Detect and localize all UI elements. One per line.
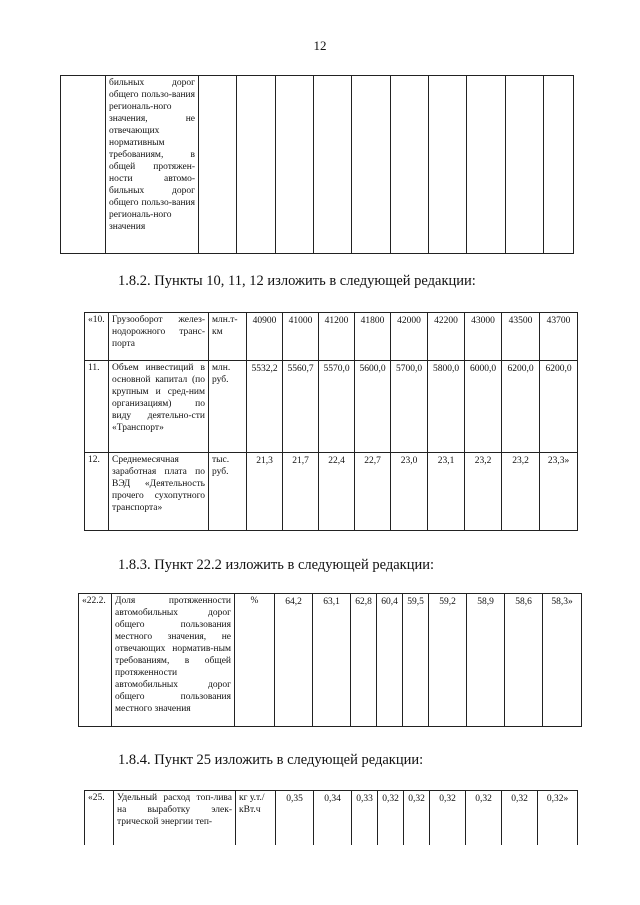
value-cell: 59,5 <box>403 594 429 727</box>
value-cell: 41000 <box>283 313 319 361</box>
value-cell: 0,32» <box>538 791 578 845</box>
table-row <box>79 594 582 727</box>
value-cell: 23,2 <box>502 453 540 531</box>
value-cell: 6200,0 <box>502 361 540 453</box>
table-row <box>61 76 574 254</box>
value-cell: 0,32 <box>502 791 538 845</box>
value-cell: 59,2 <box>429 594 467 727</box>
value-cell: 6200,0 <box>540 361 578 453</box>
indicators-table-25 <box>84 790 578 845</box>
value-cell: 0,32 <box>430 791 466 845</box>
value-cell: 0,35 <box>276 791 314 845</box>
value-cell: 58,3» <box>543 594 582 727</box>
unit-cell: тыс. руб. <box>209 453 247 531</box>
page-number: 12 <box>313 38 327 53</box>
row-number-cell: «10. <box>85 313 109 361</box>
unit-cell: % <box>235 594 275 727</box>
value-cell: 0,32 <box>378 791 404 845</box>
value-cell: 60,4 <box>377 594 403 727</box>
section-heading-1-8-4: 1.8.4. Пункт 25 изложить в следующей редакции: <box>118 752 424 768</box>
value-cell: 22,7 <box>355 453 391 531</box>
value-cell: 23,2 <box>465 453 502 531</box>
value-cell: 63,1 <box>313 594 351 727</box>
row-number-cell: «22.2. <box>79 594 112 727</box>
indicators-table-22-2 <box>78 593 582 727</box>
table-row <box>85 361 578 453</box>
value-cell: 23,1 <box>428 453 465 531</box>
indicator-name-cell: Удельный расход топ-лива на выработку элек-трической энергии теп- <box>114 791 236 845</box>
value-cell: 5600,0 <box>355 361 391 453</box>
value-cell: 0,33 <box>352 791 378 845</box>
value-cell: 5700,0 <box>391 361 428 453</box>
indicator-name-cell: Грузооборот желез-нодорожного транс-порта <box>109 313 209 361</box>
indicators-table-10-12 <box>84 312 578 531</box>
value-cell: 64,2 <box>275 594 313 727</box>
value-cell: 41800 <box>355 313 391 361</box>
value-cell: 42200 <box>428 313 465 361</box>
value-cell: 23,3» <box>540 453 578 531</box>
value-cell: 43500 <box>502 313 540 361</box>
indicator-name-cell: Объем инвестиций в основной капитал (по крупным и сред-ним организациям) по виду деятельно-сти «Транспорт» <box>109 361 209 453</box>
value-cell: 0,32 <box>466 791 502 845</box>
value-cell: 43000 <box>465 313 502 361</box>
value-cell: 42000 <box>391 313 428 361</box>
value-cell: 6000,0 <box>465 361 502 453</box>
value-cell: 21,7 <box>283 453 319 531</box>
table-row <box>85 791 578 845</box>
value-cell: 43700 <box>540 313 578 361</box>
value-cell: 0,34 <box>314 791 352 845</box>
unit-cell: млн.т-км <box>209 313 247 361</box>
unit-cell: млн. руб. <box>209 361 247 453</box>
value-cell: 21,3 <box>247 453 283 531</box>
indicator-name-cell: бильных дорог общего пользо-вания региональ-ного значения, не отвечающих нормативным требованиям, в общей протяжен-ности автомо-бильных дорог общего пользо-вания региональ-ного значения <box>106 76 199 254</box>
continued-table <box>60 75 574 254</box>
value-cell: 5570,0 <box>319 361 355 453</box>
value-cell: 40900 <box>247 313 283 361</box>
row-number-cell: 11. <box>85 361 109 453</box>
table-row <box>85 453 578 531</box>
indicator-name-cell: Доля протяженности автомобильных дорог общего пользования местного значения, не отвечающих норматив-ным требованиям, в общей протяженности автомобильных дорог общего пользования местного значения <box>112 594 235 727</box>
unit-cell: кг у.т./ кВт.ч <box>236 791 276 845</box>
row-number-cell <box>61 76 106 254</box>
value-cell: 41200 <box>319 313 355 361</box>
section-heading-1-8-2: 1.8.2. Пункты 10, 11, 12 изложить в следующей редакции: <box>118 273 476 289</box>
value-cell: 5800,0 <box>428 361 465 453</box>
table-row <box>85 313 578 361</box>
value-cell: 0,32 <box>404 791 430 845</box>
indicator-name-cell: Среднемесячная заработная плата по ВЭД «Деятельность прочего сухопутного транспорта» <box>109 453 209 531</box>
value-cell: 23,0 <box>391 453 428 531</box>
value-cell: 62,8 <box>351 594 377 727</box>
section-heading-1-8-3: 1.8.3. Пункт 22.2 изложить в следующей редакции: <box>118 557 435 573</box>
row-number-cell: «25. <box>85 791 114 845</box>
value-cell: 58,9 <box>467 594 505 727</box>
value-cell: 22,4 <box>319 453 355 531</box>
value-cell: 58,6 <box>505 594 543 727</box>
row-number-cell: 12. <box>85 453 109 531</box>
value-cell: 5532,2 <box>247 361 283 453</box>
value-cell: 5560,7 <box>283 361 319 453</box>
